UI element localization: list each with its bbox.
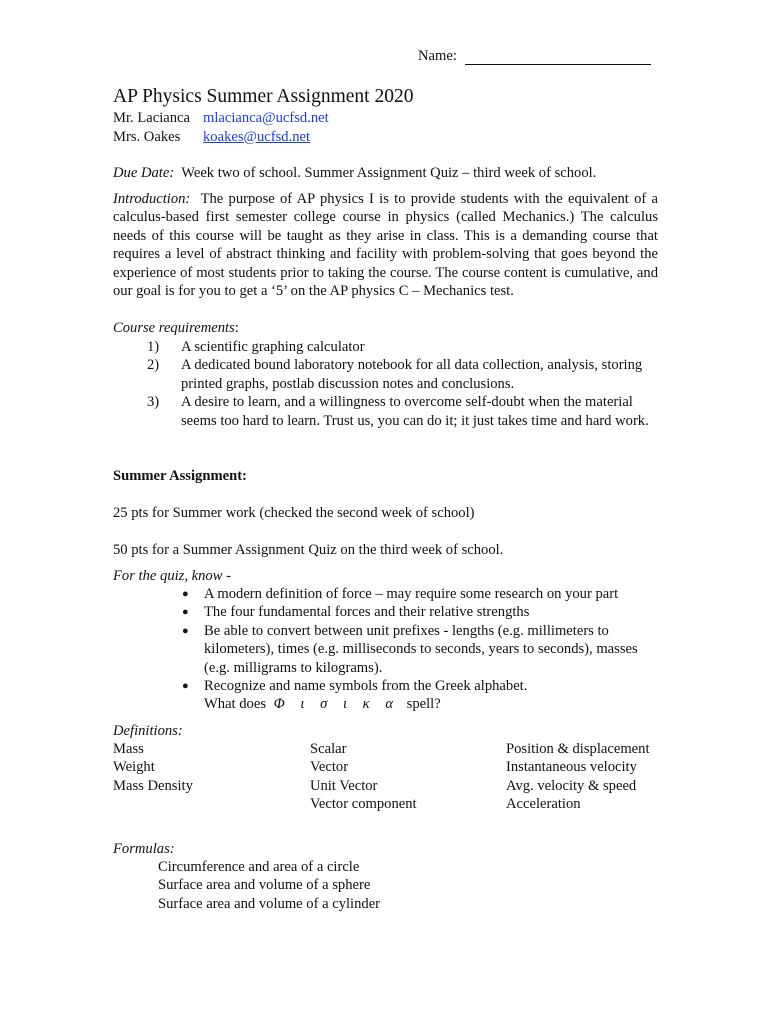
definition-term: Mass Density xyxy=(113,777,193,794)
quiz-topics-list xyxy=(182,585,662,714)
definitions-column-1 xyxy=(113,740,193,795)
definitions-column-3 xyxy=(506,740,650,814)
course-requirements-list xyxy=(147,338,667,430)
formula-item: Surface area and volume of a sphere xyxy=(158,877,371,894)
teacher-contacts xyxy=(113,109,329,146)
definition-term: Mass xyxy=(113,741,144,757)
definition-term: Vector xyxy=(310,759,349,776)
list-item xyxy=(182,585,662,603)
list-item-text: Be able to convert between unit prefixes - lengths (e.g. millimeters to kilometers), times (e.g. milliseconds to seconds, years to seconds), masses (e.g. milligrams to kilograms). xyxy=(204,622,638,676)
list-item xyxy=(182,677,662,714)
name-blank-line[interactable] xyxy=(465,49,651,65)
due-date-text: Week two of school. Summer Assignment Quiz – third week of school. xyxy=(181,165,597,181)
teacher-email-link[interactable]: koakes@ucfsd.net xyxy=(203,128,311,145)
teacher-email-link[interactable]: mlacianca@ucfsd.net xyxy=(203,110,329,126)
bullet-icon: ● xyxy=(182,624,189,637)
formula-item: Surface area and volume of a cylinder xyxy=(158,895,381,912)
formula-item: Circumference and area of a circle xyxy=(158,859,360,875)
quiz-topics-label: For the quiz, know - xyxy=(113,568,231,584)
bullet-icon: ● xyxy=(182,680,189,693)
greek-word: Φ ι σ ι κ α xyxy=(273,696,399,713)
due-date-label: Due Date: xyxy=(113,165,175,181)
summer-work-points: 25 pts for Summer work (checked the second week of school) xyxy=(113,505,475,521)
list-item xyxy=(147,338,667,356)
definitions-column-2 xyxy=(310,740,417,814)
definition-term: Instantaneous velocity xyxy=(506,759,637,776)
bullet-icon: ● xyxy=(182,588,189,600)
introduction-paragraph xyxy=(113,190,658,300)
definitions-label: Definitions: xyxy=(113,723,183,739)
formulas-label: Formulas: xyxy=(113,841,175,857)
summer-quiz-points: 50 pts for a Summer Assignment Quiz on the third week of school. xyxy=(113,542,504,558)
list-number: 2) xyxy=(147,357,160,374)
definition-term: Scalar xyxy=(310,741,347,757)
list-item-text: The four fundamental forces and their relative strengths xyxy=(204,604,530,621)
name-label: Name: xyxy=(418,48,457,64)
introduction-text: The purpose of AP physics I is to provide students with the equivalent of a calculus-based first semester college course in physics (called Mechanics.) The calculus needs of this course will be taught as they arise in class. This is a demanding course that requires a level of abstract thinking and facility with problem-solving that goes beyond the experience of most students prior to taking the course. The course content is cumulative, and our goal is for you to get a ‘5’ on the AP physics C – Mechanics test. xyxy=(113,191,658,300)
teacher-name: Mr. Lacianca xyxy=(113,110,190,126)
list-number: 3) xyxy=(147,394,160,411)
bullet-icon: ● xyxy=(182,606,189,619)
teacher-row xyxy=(113,128,329,147)
definition-term: Weight xyxy=(113,759,155,776)
definition-term: Unit Vector xyxy=(310,777,378,794)
list-item-text: A modern definition of force – may require some research on your part xyxy=(204,586,619,602)
list-item-text xyxy=(204,677,527,714)
definition-term: Position & displacement xyxy=(506,741,650,757)
list-item-text: A dedicated bound laboratory notebook for all data collection, analysis, storing printed graphs, postlab discussion notes and conclusions. xyxy=(181,357,643,392)
course-requirements-colon: : xyxy=(234,320,239,336)
name-field xyxy=(418,47,651,65)
greek-question-prefix: What does xyxy=(204,696,267,713)
list-item-text: A scientific graphing calculator xyxy=(181,339,365,355)
list-number: 1) xyxy=(147,339,160,355)
list-item xyxy=(147,393,667,430)
list-item xyxy=(182,622,662,677)
course-requirements-heading xyxy=(113,319,239,337)
definition-term: Vector component xyxy=(310,796,417,813)
list-item xyxy=(147,356,667,393)
teacher-name: Mrs. Oakes xyxy=(113,128,181,145)
course-requirements-label: Course requirements xyxy=(113,320,235,336)
introduction-label: Introduction: xyxy=(113,191,191,207)
definition-term: Acceleration xyxy=(506,796,581,813)
page-title: AP Physics Summer Assignment 2020 xyxy=(113,86,414,107)
summer-assignment-heading: Summer Assignment: xyxy=(113,468,247,484)
greek-question-suffix: spell? xyxy=(406,696,441,713)
teacher-row xyxy=(113,109,329,128)
formulas-list xyxy=(158,858,380,913)
list-item xyxy=(182,603,662,621)
definition-term: Avg. velocity & speed xyxy=(506,777,637,794)
greek-item-text: Recognize and name symbols from the Greek alphabet. xyxy=(204,678,528,695)
list-item-text: A desire to learn, and a willingness to overcome self-doubt when the material seems too hard to learn. Trust us, you can do it; it just takes time and hard work. xyxy=(181,394,649,429)
due-date xyxy=(113,164,658,182)
